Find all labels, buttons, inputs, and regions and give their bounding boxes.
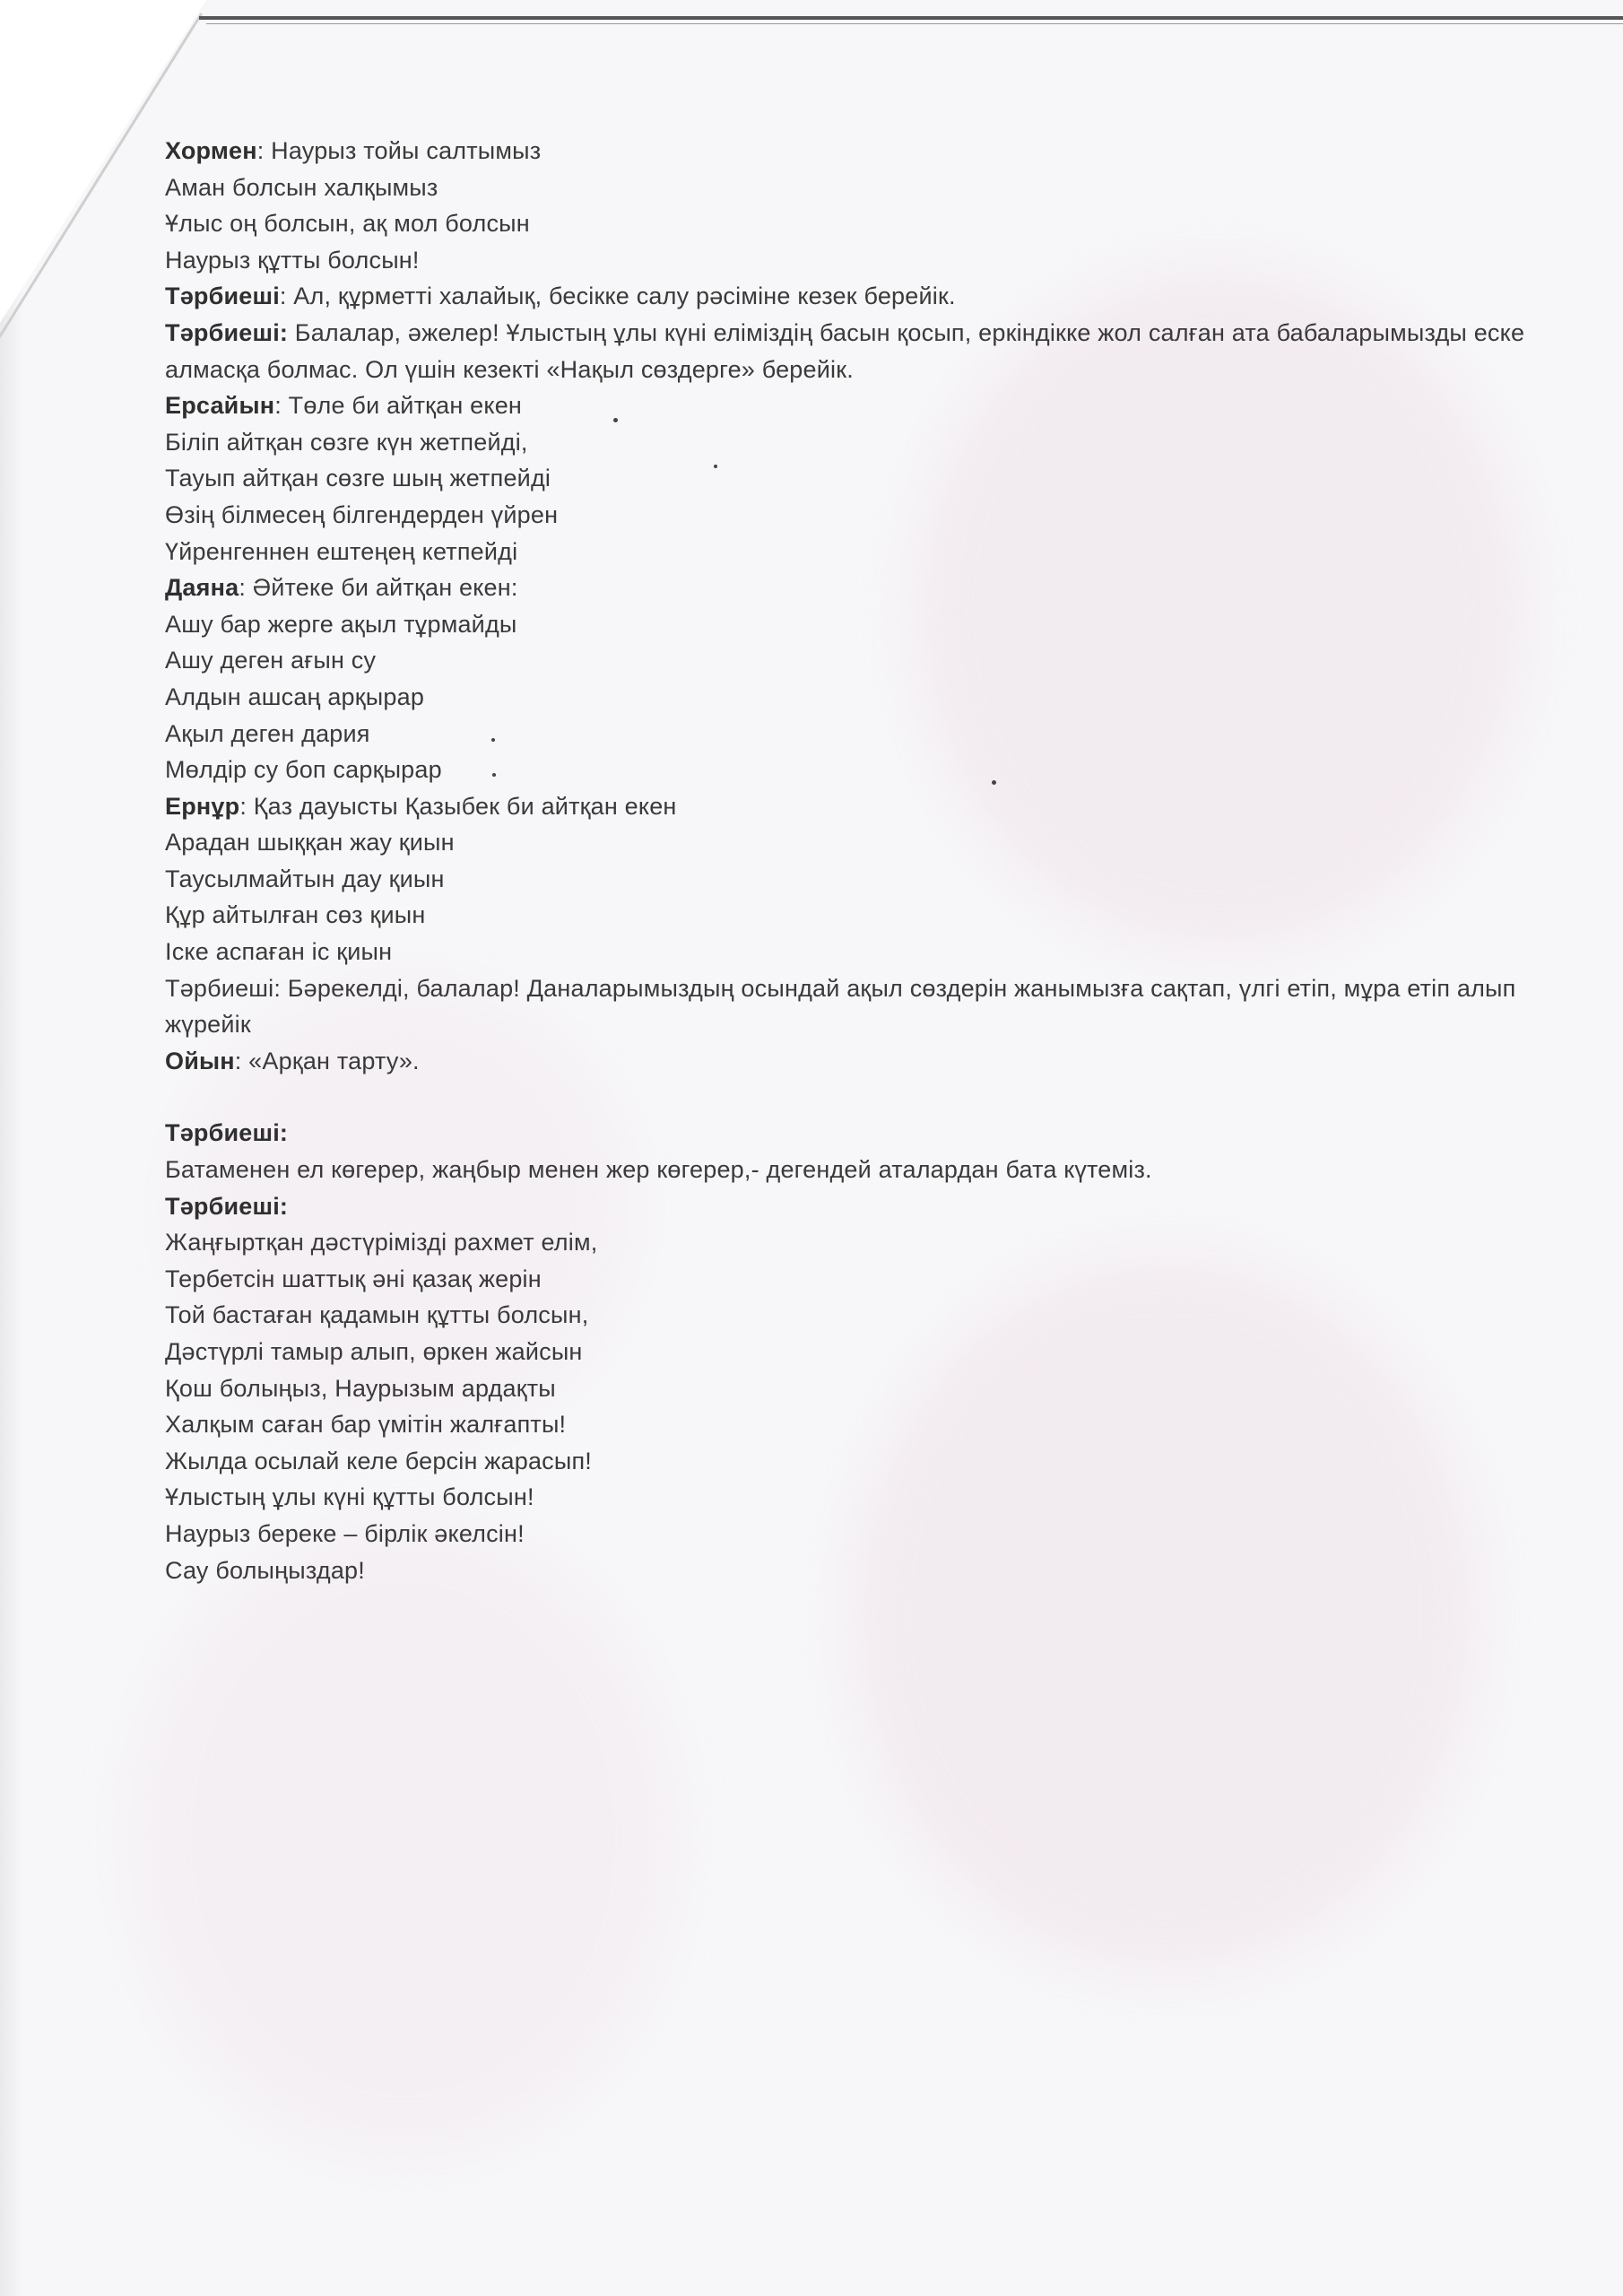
text-line: [165, 970, 1564, 1043]
text-line: [165, 1297, 1564, 1334]
line-text: Сау болыңыздар!: [165, 1556, 365, 1584]
speaker-name: Ойын: [165, 1047, 235, 1074]
line-text: Өзің білмесең білгендерден үйрен: [165, 500, 559, 528]
watermark-blob: [135, 1525, 673, 2152]
text-line: [165, 460, 1564, 497]
top-edge-line: [199, 16, 1623, 20]
text-line: [165, 315, 1564, 387]
text-line: [165, 1479, 1564, 1516]
text-line: [165, 1552, 1564, 1589]
line-text: Батаменен ел көгерер, жаңбыр менен жер көгерер,- дегендей аталардан бата күтеміз.: [165, 1156, 1152, 1184]
document-body: [165, 133, 1564, 1588]
text-line: [165, 570, 1564, 606]
text-line: [165, 497, 1564, 534]
text-line: [165, 1115, 1564, 1152]
text-line: [165, 1516, 1564, 1552]
line-text: Тауып айтқан сөзге шың жетпейді: [165, 465, 551, 492]
text-line: [165, 606, 1564, 643]
section-gap: [165, 1079, 1564, 1115]
text-line: [165, 534, 1564, 570]
line-text: Жылда осылай келе берсін жарасып!: [165, 1447, 592, 1474]
line-text: Аман болсын халқымыз: [165, 173, 438, 201]
line-text: Ұлыс оң болсын, ақ мол болсын: [165, 210, 530, 238]
line-text: : Әйтеке би айтқан екен:: [239, 574, 518, 602]
line-text: Ұлыстың ұлы күні құтты болсын!: [165, 1483, 534, 1511]
speaker-name: Тәрбиеші:: [165, 1192, 289, 1220]
line-text: Іске аспаған іс қиын: [165, 938, 393, 966]
line-text: : Төле би айтқан екен: [274, 392, 523, 420]
line-text: Ақыл деген дария: [165, 719, 370, 747]
line-text: Арадан шыққан жау қиын: [165, 829, 455, 857]
line-text: Той бастаған қадамын құтты болсын,: [165, 1301, 589, 1329]
line-text: : Қаз дауысты Қазыбек би айтқан екен: [239, 792, 677, 820]
left-edge-shadow: [0, 287, 23, 2296]
text-line: [165, 1406, 1564, 1443]
line-text: Наурыз береке – бірлік әкелсін!: [165, 1519, 525, 1547]
text-line: [165, 679, 1564, 716]
speaker-name: Тәрбиеші:: [165, 1119, 289, 1147]
line-text: Халқым саған бар үмітін жалғапты!: [165, 1411, 567, 1439]
text-line: [165, 133, 1564, 170]
text-line: [165, 1370, 1564, 1407]
line-text: Құр айтылған сөз қиын: [165, 901, 426, 929]
line-text: Таусылмайтын дау қиын: [165, 865, 445, 892]
line-text: Үйренгеннен ештеңең кетпейді: [165, 537, 518, 565]
text-line: [165, 1188, 1564, 1225]
line-text: Мөлдір су боп сарқырар: [165, 756, 442, 784]
text-line: [165, 1152, 1564, 1188]
line-text: : «Арқан тарту».: [234, 1047, 420, 1074]
text-line: [165, 788, 1564, 825]
text-line: [165, 934, 1564, 970]
text-line: [165, 1443, 1564, 1480]
line-text: Ашу деген ағын су: [165, 647, 377, 674]
text-line: [165, 1043, 1564, 1080]
text-line: [165, 278, 1564, 315]
speaker-name: Ернұр: [165, 792, 240, 820]
top-edge-line-thin: [206, 23, 1623, 24]
text-line: [165, 1261, 1564, 1298]
line-text: Тәрбиеші: Бәрекелді, балалар! Даналарымыздың осындай ақыл сөздерін жанымызға сақтап, үлгі етіп, мұра етіп алып жүрейік: [165, 974, 1516, 1039]
line-text: Біліп айтқан сөзге күн жетпейді,: [165, 428, 528, 456]
line-text: Ашу бар жерге ақыл тұрмайды: [165, 610, 517, 638]
text-line: [165, 861, 1564, 898]
speaker-name: Ерсайын: [165, 392, 275, 420]
speaker-name: Хормен: [165, 137, 257, 164]
line-text: Қош болыңыз, Наурызым ардақты: [165, 1374, 556, 1402]
text-line: [165, 205, 1564, 242]
line-text: Наурыз құтты болсын!: [165, 246, 420, 274]
speaker-name: Тәрбиеші:: [165, 318, 289, 346]
line-text: Балалар, әжелер! Ұлыстың ұлы күні еліміздің басын қосып, еркіндікке жол салған ата бабаларымызды еске алмасқа болмас. Ол үшін кезекті «Нақыл сөздерге» берейік.: [165, 318, 1525, 383]
line-text: Жаңғыртқан дәстүрімізді рахмет елім,: [165, 1229, 598, 1257]
line-text: Дәстүрлі тамыр алып, өркен жайсын: [165, 1338, 583, 1365]
text-line: [165, 716, 1564, 752]
text-line: [165, 642, 1564, 679]
line-text: Алдын ашсаң арқырар: [165, 683, 425, 710]
line-text: Тербетсін шаттық әні қазақ жерін: [165, 1265, 542, 1292]
text-line: [165, 1224, 1564, 1261]
line-text: : Наурыз тойы салтымыз: [256, 137, 542, 164]
text-line: [165, 897, 1564, 934]
text-line: [165, 1334, 1564, 1370]
text-line: [165, 242, 1564, 279]
text-line: [165, 170, 1564, 206]
line-text: : Ал, құрметті халайық, бесікке салу рәсіміне кезек берейік.: [279, 283, 956, 310]
text-line: [165, 387, 1564, 424]
text-line: [165, 424, 1564, 461]
speaker-name: Тәрбиеші: [165, 283, 280, 310]
text-line: [165, 824, 1564, 861]
speaker-name: Даяна: [165, 574, 239, 602]
text-line: [165, 752, 1564, 788]
